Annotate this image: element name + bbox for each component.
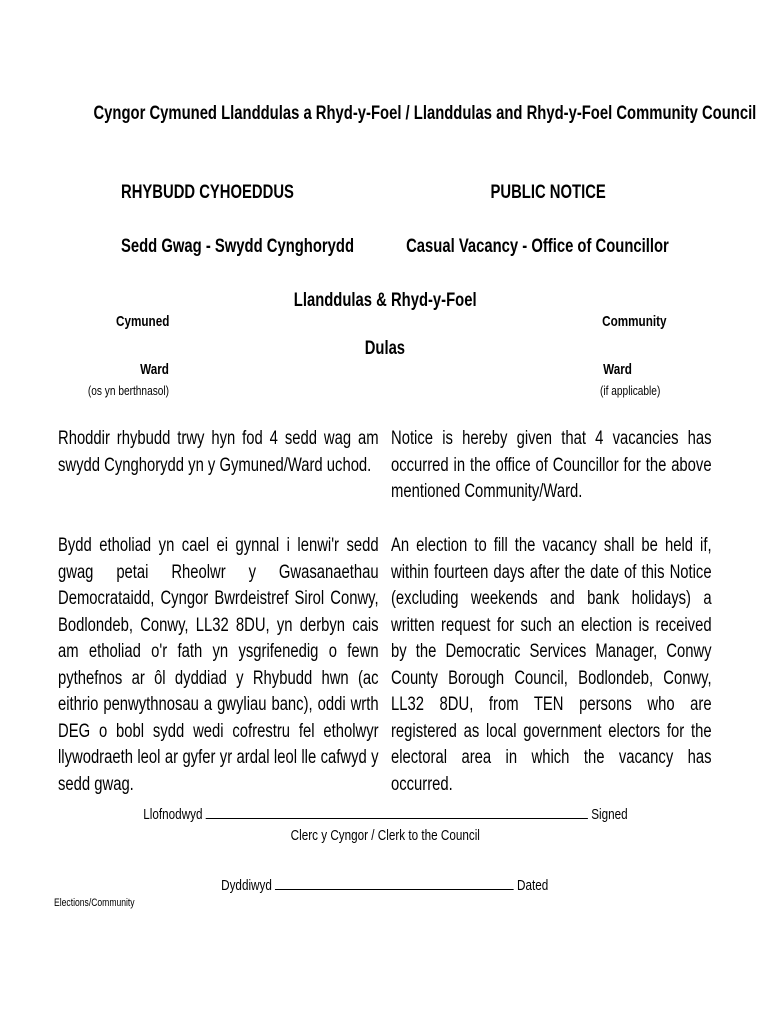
signature-field[interactable] bbox=[205, 802, 587, 819]
community-name: Llanddulas & Rhyd-y-Foel bbox=[293, 290, 477, 311]
welsh-notice-heading: RHYBUDD CYHOEDDUS bbox=[121, 182, 294, 203]
dated-english-label: Dated bbox=[517, 877, 549, 894]
community-welsh-label: Cymuned bbox=[115, 313, 169, 330]
english-notice-heading: PUBLIC NOTICE bbox=[490, 182, 606, 203]
signature-line bbox=[0, 802, 770, 823]
community-english-label: Community bbox=[601, 313, 666, 330]
ward-welsh-label: Ward bbox=[140, 361, 169, 378]
footer-reference: Elections/Community bbox=[54, 897, 135, 909]
ward-welsh-note: (os yn berthnasol) bbox=[87, 383, 169, 398]
council-title: Cyngor Cymuned Llanddulas a Rhyd-y-Foel / Llanddulas and Rhyd-y-Foel Community Council bbox=[93, 103, 757, 124]
clerk-role: Clerc y Cyngor / Clerk to the Council bbox=[290, 827, 480, 844]
english-paragraph-2: An election to fill the vacancy shall be held if, within fourteen days after the date of this Notice (excluding weekends and bank holidays) a written request for such an election is received by the Democratic Services Manager, Conwy County Borough Council, Bodlondeb, Conwy, LL32 8DU, from TEN persons who are registered as local government electors for the electoral area in which the vacancy has occurred. bbox=[391, 535, 712, 795]
ward-english-note: (if applicable) bbox=[599, 383, 660, 398]
dated-welsh-label: Dyddiwyd bbox=[221, 877, 273, 894]
date-field[interactable] bbox=[275, 873, 514, 890]
english-paragraph-1: Notice is hereby given that 4 vacancies has occurred in the office of Councillor for the above mentioned Community/Ward. bbox=[391, 428, 712, 502]
welsh-paragraph-2: Bydd etholiad yn cael ei gynnal i lenwi'r sedd gwag petai Rheolwr y Gwasanaethau Democrataidd, Cyngor Bwrdeistref Sirol Conwy, Bodlondeb, Conwy, LL32 8DU, yn derbyn cais am etholiad o'r fath yn ysgrifenedig o fewn pythefnos ar ôl dyddiad y Rhybudd hwn (ac eithrio penwythnosau a gwyliau banc), oddi wrth DEG o bobl sydd wedi cofrestru fel etholwyr llywodraeth leol ar gyfer yr ardal leol lle cafwyd y sedd gwag. bbox=[58, 535, 379, 795]
english-vacancy-heading: Casual Vacancy - Office of Councillor bbox=[406, 236, 669, 257]
signed-english-label: Signed bbox=[590, 806, 628, 823]
signed-welsh-label: Llofnodwyd bbox=[142, 806, 203, 823]
ward-english-label: Ward bbox=[603, 361, 632, 378]
welsh-vacancy-heading: Sedd Gwag - Swydd Cynghorydd bbox=[121, 236, 355, 257]
welsh-paragraph-1: Rhoddir rhybudd trwy hyn fod 4 sedd wag am swydd Cynghorydd yn y Gymuned/Ward uchod. bbox=[58, 428, 379, 476]
date-line bbox=[0, 873, 770, 894]
ward-name: Dulas bbox=[364, 338, 406, 359]
